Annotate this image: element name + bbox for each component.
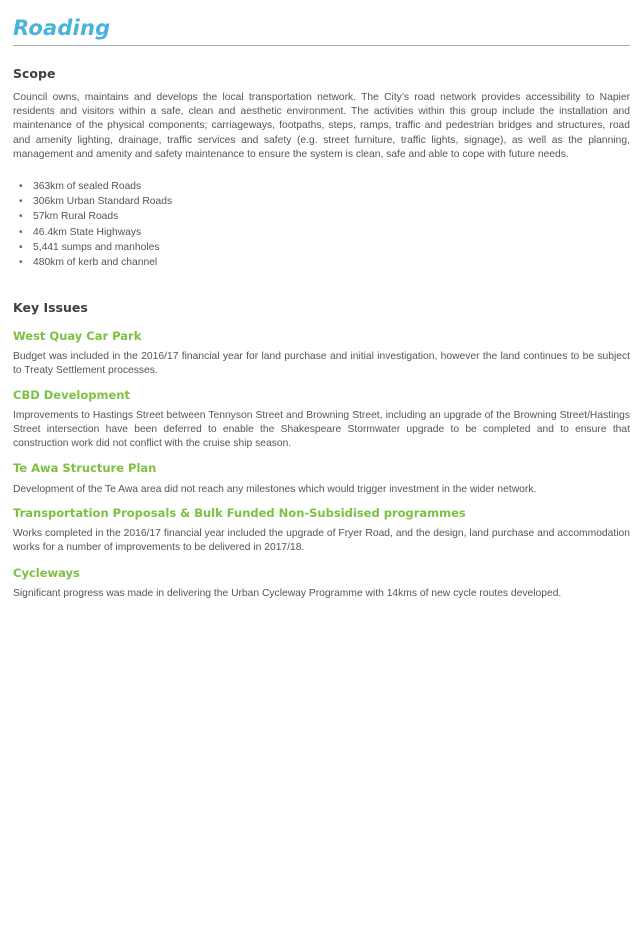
scope-heading: Scope — [13, 66, 56, 81]
issue-text-te-awa: Development of the Te Awa area did not reach any milestones which would trigger investment in the wider network. — [13, 484, 537, 495]
issue-title-te-awa: Te Awa Structure Plan — [13, 461, 157, 475]
issue-text-cycleways: Significant progress was made in delivering the Urban Cycleway Programme with 14kms of new cycle routes developed. — [13, 588, 562, 599]
issue-title-cycleways: Cycleways — [13, 566, 80, 580]
list-item: • 46.4km State Highways — [13, 225, 172, 240]
page-title: Roading — [13, 16, 111, 40]
issue-text-transportation: Works completed in the 2016/17 financial year included the upgrade of Fryer Road, and the design, land purchase and accommodation works for a number of improvements to be delivered in 2017/18. — [13, 528, 630, 554]
list-item: • 5,441 sumps and manholes — [13, 240, 172, 255]
scope-bullet-list — [13, 179, 172, 270]
list-item: • 57km Rural Roads — [13, 209, 172, 224]
list-item: • 306km Urban Standard Roads — [13, 194, 172, 209]
issue-text-cbd: Improvements to Hastings Street between Tennyson Street and Browning Street, including an upgrade of the Browning Street/Hastings Street intersection have been deferred to enable the Shakespeare Stormwater upgrade to be completed and to ensure that construction work did not conflict with the cruise ship season. — [13, 410, 630, 450]
issue-text-west-quay: Budget was included in the 2016/17 financial year for land purchase and initial investigation, however the land continues to be subject to Treaty Settlement processes. — [13, 351, 630, 377]
list-item: • 363km of sealed Roads — [13, 179, 172, 194]
scope-paragraph: Council owns, maintains and develops the local transportation network. The City’s road network provides accessibility to Napier residents and visitors within a safe, clean and aesthetic environment. The activities within this group include the installation and maintenance of the physical components; carriageways, footpaths, steps, ramps, traffic and pedestrian bridges and structures, road and amenity lighting, drainage, traffic services and safety (e.g. street furniture, traffic lights, signage), as well as the planning, management and amenity and safety maintenance to ensure the system is clean, safe and able to cope with future needs. — [13, 92, 630, 160]
issue-title-transportation: Transportation Proposals & Bulk Funded Non-Subsidised programmes — [13, 506, 466, 520]
issue-title-cbd: CBD Development — [13, 388, 130, 402]
key-issues-heading: Key Issues — [13, 300, 88, 315]
list-item: • 480km of kerb and channel — [13, 255, 172, 270]
issue-title-west-quay: West Quay Car Park — [13, 329, 142, 343]
title-divider — [13, 45, 630, 46]
